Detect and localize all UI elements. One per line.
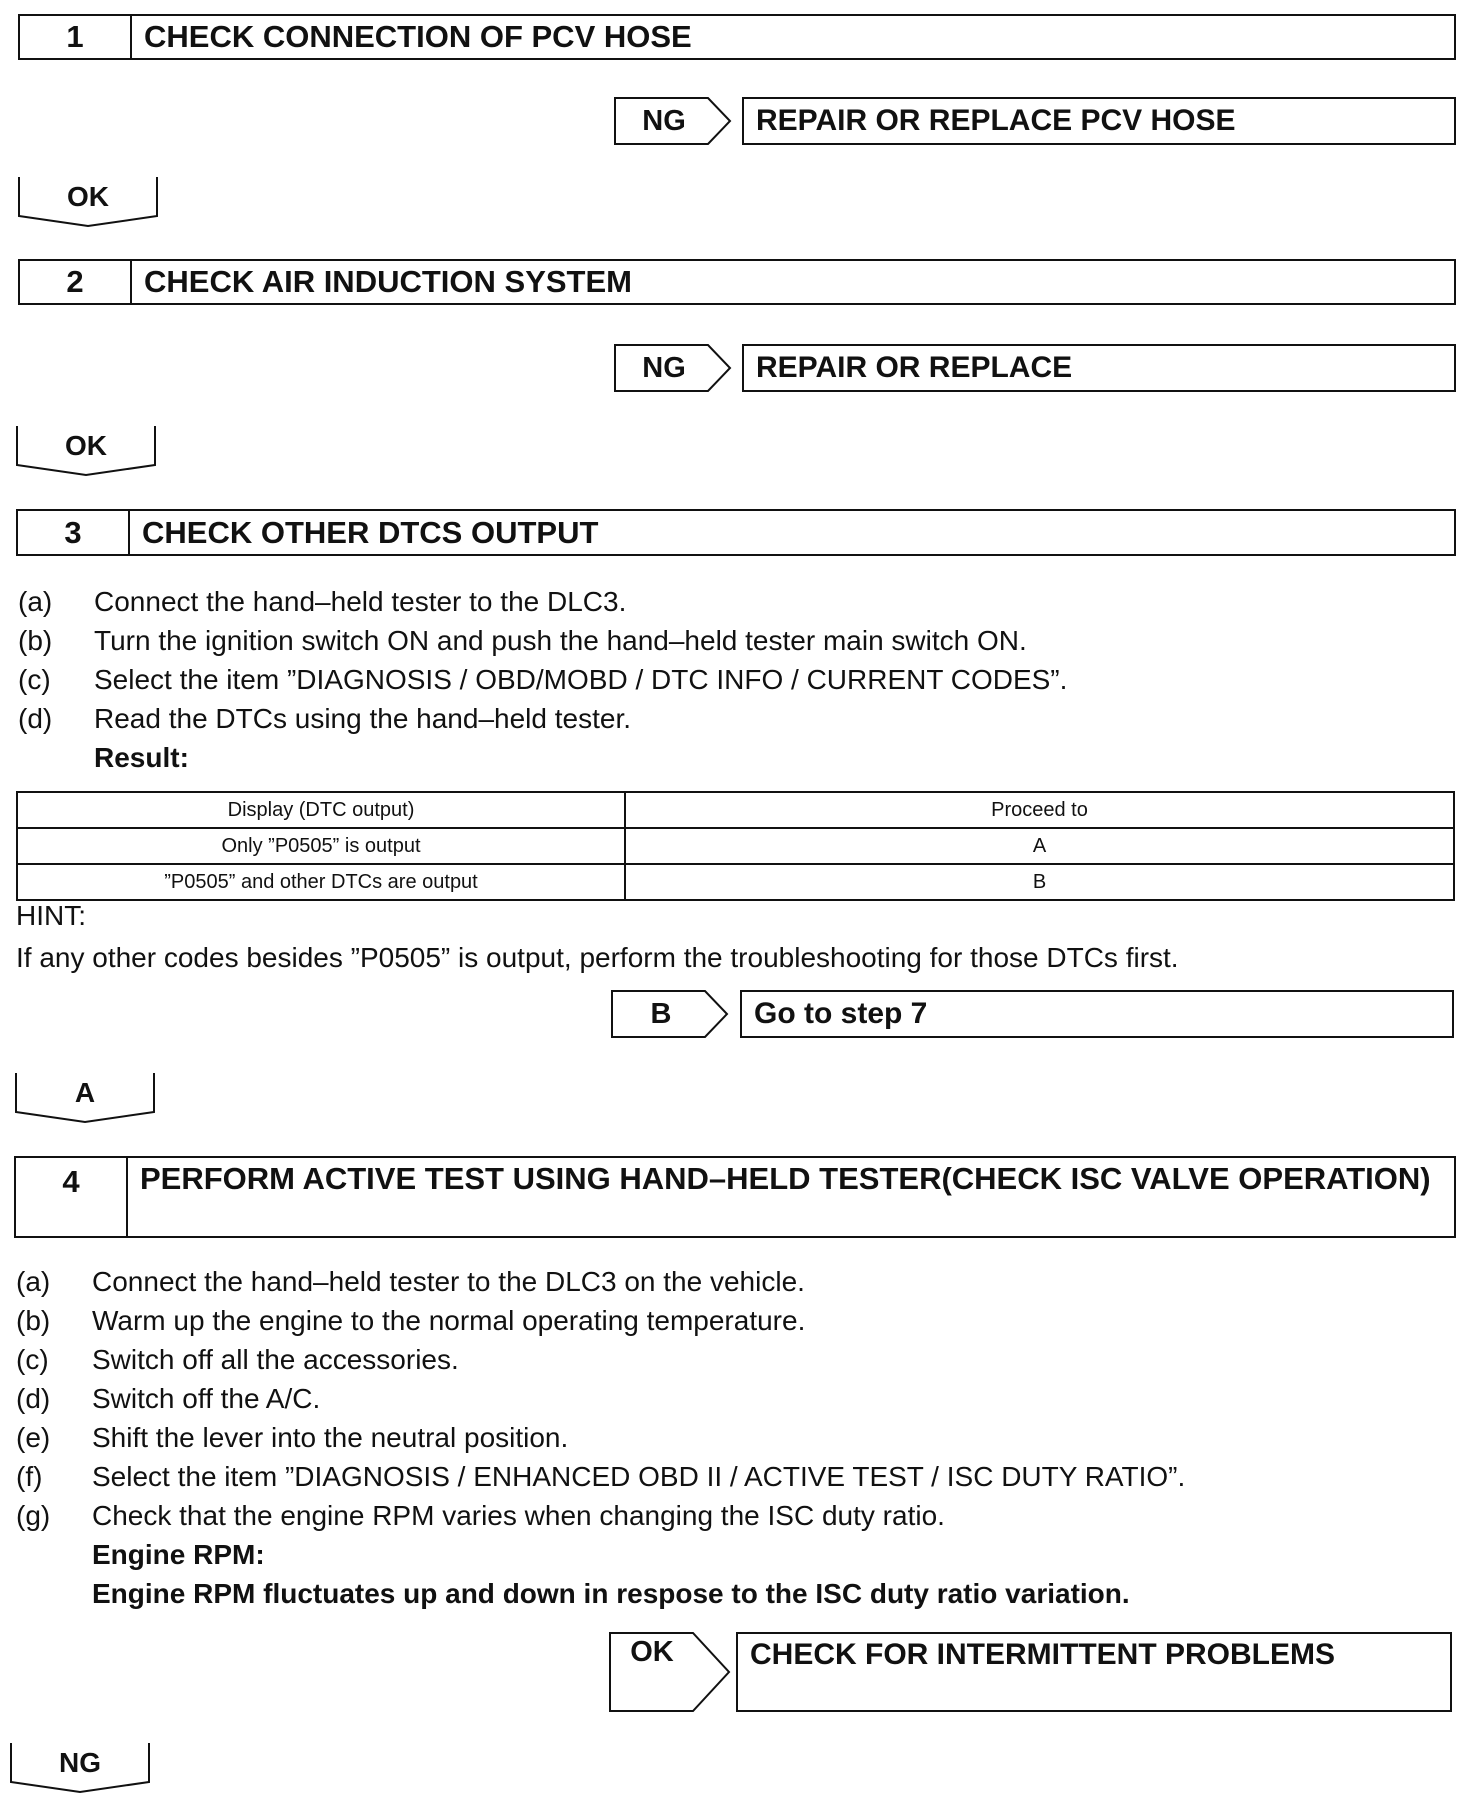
ng-result-box: REPAIR OR REPLACE xyxy=(742,344,1456,392)
item-label: (f) xyxy=(16,1460,43,1492)
tag-label: NG xyxy=(642,104,686,137)
step-2-header xyxy=(18,259,1456,305)
item-label: (e) xyxy=(16,1421,51,1453)
tag-label: OK xyxy=(630,1635,674,1668)
tag-label: B xyxy=(650,997,672,1030)
item-text: Read the DTCs using the hand–held tester. xyxy=(94,702,632,734)
list-item xyxy=(18,699,1458,738)
item-text: Connect the hand–held tester to the DLC3 on the vehicle. xyxy=(92,1265,805,1297)
table-header-cell: Proceed to xyxy=(625,792,1454,828)
item-label: (a) xyxy=(16,1265,51,1297)
down-tab-label: NG xyxy=(59,1747,101,1778)
ok-down-tab xyxy=(18,176,158,228)
result-table xyxy=(16,791,1455,901)
item-text: Select the item ”DIAGNOSIS / ENHANCED OBD II / ACTIVE TEST / ISC DUTY RATIO”. xyxy=(92,1460,1186,1492)
step-number: 3 xyxy=(18,511,130,554)
list-item xyxy=(18,582,1458,621)
a-down-tab xyxy=(15,1072,155,1124)
item-text: Warm up the engine to the normal operating temperature. xyxy=(92,1304,806,1336)
tag-label: NG xyxy=(642,351,686,384)
ok-result-box: CHECK FOR INTERMITTENT PROBLEMS xyxy=(736,1632,1452,1712)
item-label: (b) xyxy=(16,1304,51,1336)
hint-label: HINT: xyxy=(16,900,86,931)
list-item xyxy=(16,1457,1456,1496)
step-number: 2 xyxy=(20,261,132,303)
table-header-cell: Display (DTC output) xyxy=(17,792,625,828)
table-cell: A xyxy=(625,828,1454,864)
step-4-header xyxy=(14,1156,1456,1238)
spec-label: Engine RPM: xyxy=(92,1538,265,1570)
step-title: CHECK OTHER DTCS OUTPUT xyxy=(142,514,599,550)
table-cell: B xyxy=(625,864,1454,900)
ok-branch-tag xyxy=(609,1632,733,1712)
list-item xyxy=(16,1301,1456,1340)
list-item xyxy=(16,1574,1456,1613)
item-text: Select the item ”DIAGNOSIS / OBD/MOBD / DTC INFO / CURRENT CODES”. xyxy=(94,663,1068,695)
item-text: Check that the engine RPM varies when changing the ISC duty ratio. xyxy=(92,1499,945,1531)
table-row xyxy=(17,828,1454,864)
item-label: (a) xyxy=(18,585,53,617)
list-item xyxy=(16,1262,1456,1301)
ng-branch-tag xyxy=(614,344,734,392)
down-tab-label: OK xyxy=(67,181,109,212)
list-item xyxy=(18,621,1458,660)
step-number: 4 xyxy=(16,1158,128,1236)
step-title: CHECK CONNECTION OF PCV HOSE xyxy=(144,19,692,54)
step-1-header xyxy=(18,14,1456,60)
down-tab-label: A xyxy=(74,1077,96,1108)
b-result-box: Go to step 7 xyxy=(740,990,1454,1038)
step-title: CHECK AIR INDUCTION SYSTEM xyxy=(144,264,632,299)
list-item xyxy=(16,1379,1456,1418)
table-header-row xyxy=(17,792,1454,828)
item-text: Turn the ignition switch ON and push the hand–held tester main switch ON. xyxy=(94,624,1027,656)
ng-result-box: REPAIR OR REPLACE PCV HOSE xyxy=(742,97,1456,145)
step-number: 1 xyxy=(20,16,132,58)
item-label: (b) xyxy=(18,624,53,656)
step-4-instructions xyxy=(16,1262,1456,1613)
step-title: PERFORM ACTIVE TEST USING HAND–HELD TESTER(CHECK ISC VALVE OPERATION) xyxy=(140,1161,1431,1196)
down-tab-label: OK xyxy=(65,430,107,461)
table-cell: ”P0505” and other DTCs are output xyxy=(17,864,625,900)
item-text: Switch off all the accessories. xyxy=(92,1343,459,1375)
item-text: Connect the hand–held tester to the DLC3. xyxy=(94,585,627,617)
spec-text: Engine RPM fluctuates up and down in respose to the ISC duty ratio variation. xyxy=(92,1577,1130,1609)
hint-text: If any other codes besides ”P0505” is output, perform the troubleshooting for those DTCs first. xyxy=(16,942,1179,973)
list-item xyxy=(16,1418,1456,1457)
item-label: (c) xyxy=(18,663,51,695)
table-row xyxy=(17,864,1454,900)
list-item xyxy=(16,1340,1456,1379)
ok-down-tab xyxy=(16,425,156,477)
ng-down-tab xyxy=(10,1742,150,1794)
table-cell: Only ”P0505” is output xyxy=(17,828,625,864)
list-item xyxy=(16,1496,1456,1535)
item-text: Shift the lever into the neutral position. xyxy=(92,1421,569,1453)
ng-branch-tag xyxy=(614,97,734,145)
list-item xyxy=(18,660,1458,699)
item-label: (d) xyxy=(16,1382,51,1414)
step-3-header xyxy=(16,509,1456,556)
result-label: Result: xyxy=(94,741,189,773)
item-label: (c) xyxy=(16,1343,49,1375)
list-item xyxy=(16,1535,1456,1574)
item-label: (d) xyxy=(18,702,53,734)
item-label: (g) xyxy=(16,1499,51,1531)
list-item xyxy=(18,738,1458,777)
b-branch-tag xyxy=(611,990,731,1038)
step-3-instructions xyxy=(18,582,1458,777)
item-text: Switch off the A/C. xyxy=(92,1382,321,1414)
